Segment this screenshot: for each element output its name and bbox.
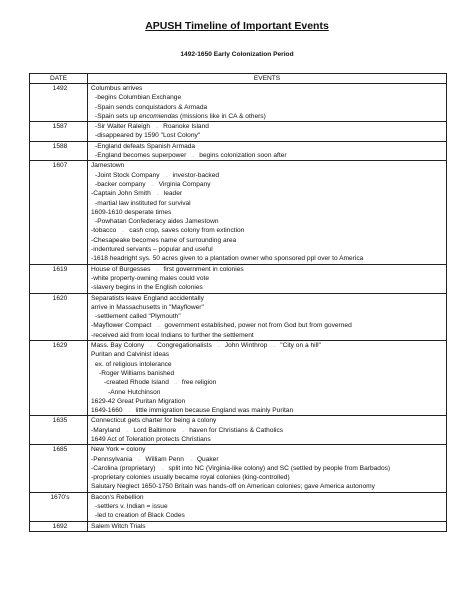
event-line: 1649 Act of Toleration protects Christians — [91, 435, 211, 443]
event-line: House of Burgesses → first government in colonies — [91, 265, 244, 273]
event-line: -created Rhode Island → free religion — [104, 379, 217, 387]
row-events — [88, 161, 447, 264]
arrow-icon: → — [190, 153, 196, 160]
event-line: Salutary Neglect 1650-1750 Britain was hands-off on American colonies; gave America autonomy — [91, 483, 375, 491]
event-line: -Chesapeake becomes name of surrounding area — [91, 236, 237, 244]
row-date: 1588 — [30, 141, 88, 161]
arrow-icon: → — [136, 456, 142, 463]
row-events — [88, 492, 447, 521]
arrow-icon: → — [154, 191, 160, 198]
event-line: -Powhatan Confederacy aides Jamestown — [95, 218, 219, 226]
date-column-header: DATE — [30, 74, 88, 84]
table-row — [30, 264, 447, 293]
event-line: -tobacco → cash crop, saves colony from extinction — [91, 227, 245, 235]
event-line: -settlers v. Indian = issue — [95, 503, 168, 511]
table-row — [30, 445, 447, 492]
arrow-icon: → — [163, 172, 169, 179]
event-line: -indentured servants – popular and useful — [91, 246, 213, 254]
row-date: 1629 — [30, 341, 88, 416]
table-row — [30, 141, 447, 161]
table-row — [30, 492, 447, 521]
row-events — [88, 264, 447, 293]
period-subtitle: 1492-1650 Early Colonization Period — [180, 51, 294, 58]
event-line: -Joint Stock Company → investor-backed — [95, 171, 220, 179]
arrow-icon: → — [120, 228, 126, 235]
arrow-icon: → — [159, 465, 165, 472]
row-date: 1685 — [30, 445, 88, 492]
arrow-icon: → — [124, 427, 130, 434]
row-date: 1670's — [30, 492, 88, 521]
page-title: APUSH Timeline of Important Events — [145, 20, 329, 32]
table-header-row — [30, 74, 447, 84]
arrow-icon: → — [180, 427, 186, 434]
row-date: 1620 — [30, 293, 88, 340]
event-line: -proprietary colonies usually became royal colonies (king-controlled) — [91, 474, 290, 482]
arrow-icon: → — [154, 124, 160, 131]
event-line: Bacon's Rebellion — [91, 493, 144, 501]
arrow-icon: → — [172, 380, 178, 387]
event-line: Columbus arrives — [91, 85, 143, 92]
event-line: -Roger Williams banished — [99, 369, 175, 377]
event-line: -Spain sets up encomiendas (missions like in CA & others) — [95, 112, 266, 120]
table-row — [30, 161, 447, 264]
arrow-icon: → — [126, 408, 132, 415]
event-line: 1629-42 Great Puritan Migration — [91, 397, 186, 405]
row-events — [88, 341, 447, 416]
event-line: -settlement called "Plymouth" — [95, 313, 181, 321]
event-line: ex. of religious intolerance — [95, 360, 172, 368]
event-line: -Spain sends conquistadors & Armada — [95, 103, 208, 111]
arrow-icon: → — [149, 181, 155, 188]
row-date: 1692 — [30, 521, 88, 531]
arrow-icon: → — [154, 266, 160, 273]
table-row — [30, 84, 447, 122]
row-events — [88, 84, 447, 122]
event-line: -Maryland → Lord Baltimore → haven for Christians & Catholics — [91, 426, 284, 434]
arrow-icon: → — [187, 456, 193, 463]
event-line: -England defeats Spanish Armada — [95, 142, 196, 150]
row-date: 1607 — [30, 161, 88, 264]
table-row — [30, 293, 447, 340]
event-line: -begins Columbian Exchange — [95, 94, 182, 102]
event-line: -Pennsylvania → William Penn → Quaker — [91, 455, 219, 463]
timeline-table — [29, 73, 447, 532]
event-line: 1609-1610 desperate times — [91, 208, 172, 216]
event-line: -1618 headright sys. 50 acres given to a plantation owner who sponsored ppl over to America — [91, 255, 364, 263]
event-line: -white property-owning males could vote — [91, 274, 210, 282]
event-line: -backer company → Virginia Company — [95, 180, 211, 188]
event-line: -led to creation of Black Codes — [95, 512, 185, 520]
row-events — [88, 293, 447, 340]
event-line: Mass. Bay Colony → Congregationalists → John Winthrop → "City on a hill" — [91, 342, 321, 350]
table-row — [30, 341, 447, 416]
event-line: New York = colony — [91, 446, 146, 454]
row-events — [88, 445, 447, 492]
arrow-icon: → — [148, 343, 154, 350]
arrow-icon: → — [155, 323, 161, 330]
event-line: -martial law instituted for survival — [95, 199, 191, 207]
arrow-icon: → — [271, 343, 277, 350]
event-line: Jamestown — [91, 162, 125, 170]
event-line: -disappeared by 1590 "Lost Colony" — [95, 132, 201, 140]
event-line: Puritan and Calvinist ideas — [91, 351, 170, 359]
events-column-header: EVENTS — [88, 74, 447, 84]
event-line: -slavery begins in the English colonies — [91, 284, 203, 292]
table-row — [30, 122, 447, 142]
event-line: -Anne Hutchinson — [108, 388, 161, 396]
row-date: 1635 — [30, 416, 88, 445]
event-line: -Mayflower Compact → government established, power not from God but from governed — [91, 322, 352, 330]
row-date: 1619 — [30, 264, 88, 293]
event-line: -Captain John Smith → leader — [91, 190, 183, 198]
event-line: -England becomes superpower → begins colonization soon after — [95, 152, 287, 160]
event-line: Connecticut gets charter for being a colony — [91, 417, 217, 425]
event-line: arrive in Massachusetts in "Mayflower" — [91, 303, 204, 311]
table-row — [30, 416, 447, 445]
row-events — [88, 122, 447, 142]
row-events — [88, 416, 447, 445]
row-events — [88, 141, 447, 161]
row-date: 1587 — [30, 122, 88, 142]
event-line: -Sir Walter Raleigh → Roanoke Island — [95, 123, 209, 131]
event-line: Separatists leave England accidentally — [91, 294, 204, 302]
event-line: Salem Witch Trials — [91, 522, 146, 530]
event-line: -received aid from local Indians to further the settlement — [91, 331, 254, 339]
event-line: -Carolina (proprietary) → split into NC (Virginia-like colony) and SC (settled by people from Barbados) — [91, 464, 391, 472]
arrow-icon: → — [215, 343, 221, 350]
row-events — [88, 521, 447, 531]
table-row — [30, 521, 447, 531]
row-date: 1492 — [30, 84, 88, 122]
event-line: 1649-1660 → little immigration because England was mainly Puritan — [91, 407, 294, 415]
